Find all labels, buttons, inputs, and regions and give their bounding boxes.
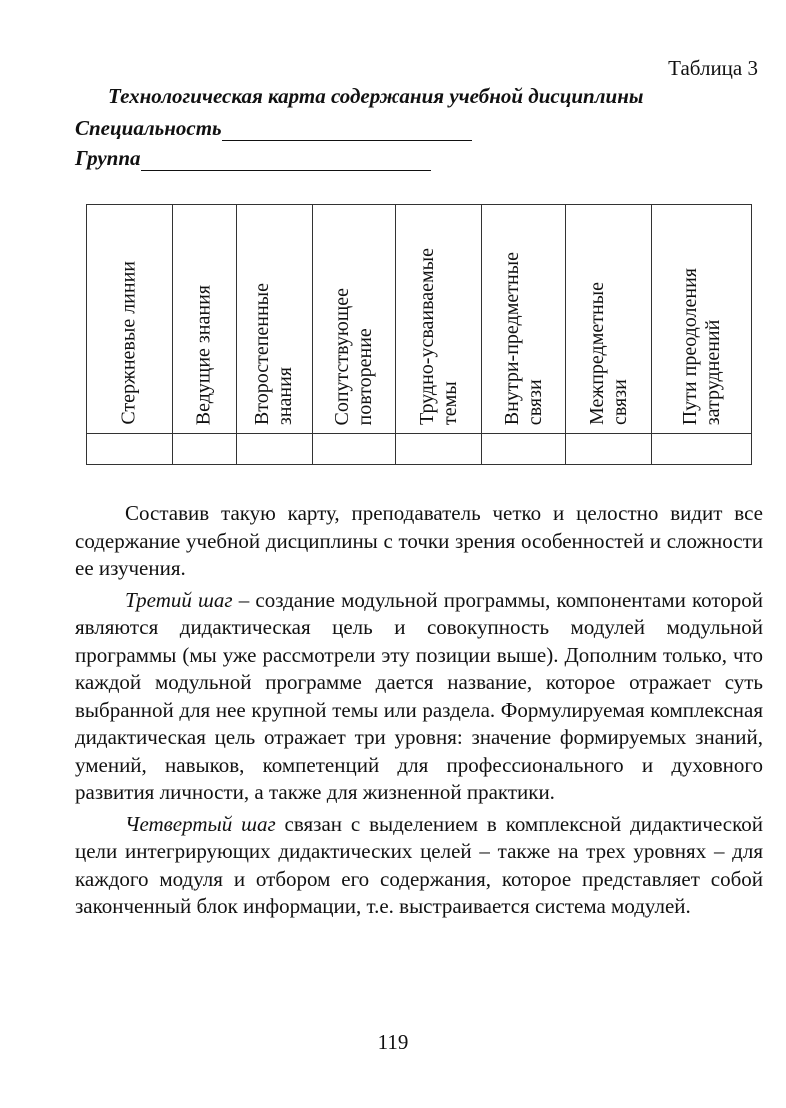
paragraph-3-text: связан с выделением в комплексной дидактической цели интегрирующих дидактических целей – также на трех уровнях – для каждого модуля и отбором его содержания, которое представляет собой законченный блок информации, т.е. выстраивается система модулей. [75,811,763,918]
empty-cell [87,434,173,465]
header-label: Сопутствующее повторение [331,287,377,425]
header-label: Второстепенные знания [251,282,297,425]
paragraph-3-emphasis: Четвертый шаг [125,811,276,836]
header-label: Стержневые линии [117,261,140,425]
paragraph-1: Составив такую карту, преподаватель четко и целостно видит все содержание учебной дисциплины с точки зрения особенностей и сложности ее изучения. [75,501,763,580]
empty-cell [652,434,752,465]
header-label: Ведущие знания [192,284,215,425]
specialty-label: Специальность [75,116,222,140]
empty-cell [566,434,652,465]
empty-cell [312,434,396,465]
group-label: Группа [75,146,141,170]
header-cell [172,205,236,434]
empty-cell [482,434,566,465]
group-field [75,146,431,171]
header-cell [236,205,312,434]
paragraph-2 [75,587,763,807]
header-label: Трудно-усваиваемые темы [415,247,461,425]
table-label: Таблица 3 [668,56,758,80]
page-number: 119 [377,1030,409,1054]
specialty-blank-line [222,122,472,141]
header-label: Межпредметные связи [585,282,631,425]
document-title: Технологическая карта содержания учебной дисциплины [108,84,644,108]
paragraph-2-emphasis: Третий шаг [125,587,233,612]
header-cell [396,205,482,434]
table-header-row [87,205,752,434]
header-cell [87,205,173,434]
header-cell [482,205,566,434]
body-text [75,500,763,921]
specialty-field [75,116,472,141]
header-label: Пути преодоления затруднений [678,267,724,425]
technology-map-table [86,204,752,465]
header-cell [652,205,752,434]
header-cell [312,205,396,434]
header-cell [566,205,652,434]
table-empty-row [87,434,752,465]
header-label: Внутри-предметные связи [500,251,546,425]
empty-cell [236,434,312,465]
group-blank-line [141,152,431,171]
paragraph-3 [75,811,763,921]
empty-cell [172,434,236,465]
paragraph-2-text: – создание модульной программы, компонентами которой являются дидактическая цель и совокупность модулей модульной программы (мы уже рассмотрели эту позиции выше). Дополним только, что каждой модульной программе дается название, которое отражает суть выбранной для нее крупной темы или раздела. Формулируемая комплексная дидактическая цель отражает три уровня: значение формируемых знаний, умений, навыков, компетенций для профессионального и духовного развития личности, а также для жизненной практики. [75,587,763,804]
empty-cell [396,434,482,465]
